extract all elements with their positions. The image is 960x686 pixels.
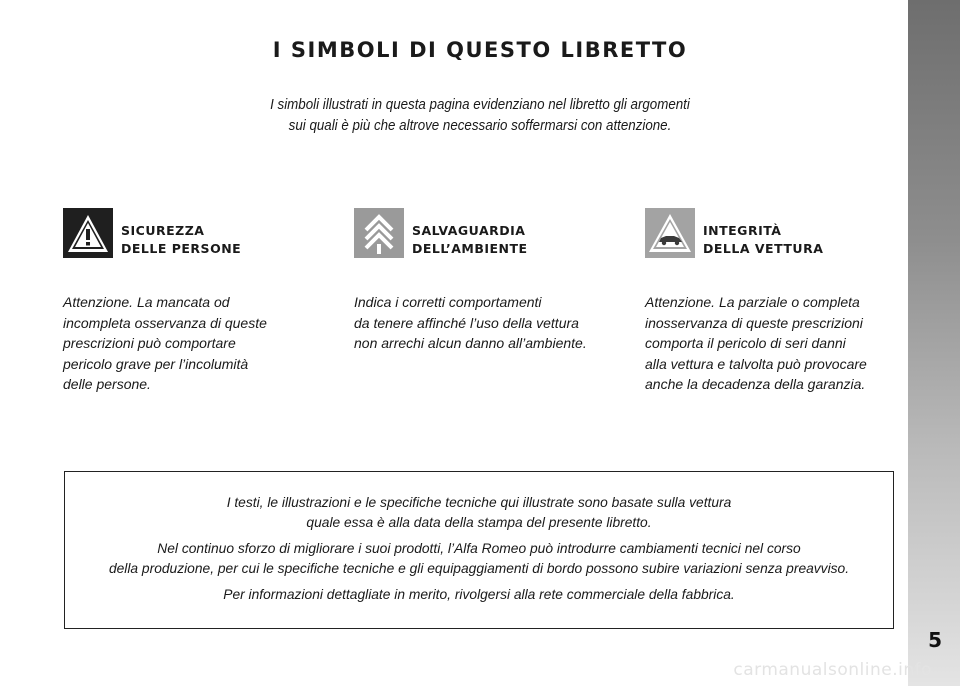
note-line: quale essa è alla data della stampa del presente libretto. bbox=[306, 515, 652, 530]
symbol-description: Attenzione. La mancata od incompleta osservanza di queste prescrizioni può comportare pericolo grave per l’incolumità delle persone. bbox=[63, 294, 267, 392]
warning-triangle-icon bbox=[63, 208, 113, 258]
disclaimer-box bbox=[64, 471, 894, 629]
environment-arrows-icon bbox=[354, 208, 404, 258]
page-title: I SIMBOLI DI QUESTO LIBRETTO bbox=[272, 38, 688, 62]
symbol-heading: INTEGRITÀ DELLA VETTURA bbox=[703, 223, 824, 256]
note-line: della produzione, per cui le specifiche tecniche e gli equipaggiamenti di bordo possono subire variazioni senza preavviso. bbox=[108, 561, 850, 576]
note-line: I testi, le illustrazioni e le specifiche tecniche qui illustrate sono basate sulla vettura bbox=[226, 495, 732, 510]
car-warning-icon bbox=[645, 208, 695, 258]
intro-text bbox=[38, 95, 921, 137]
watermark: carmanualsonline.info bbox=[733, 660, 932, 680]
intro-line: sui quali è più che altrove necessario soffermarsi con attenzione. bbox=[288, 118, 672, 134]
note-line: Per informazioni dettagliate in merito, rivolgersi alla rete commerciale della fabbrica. bbox=[223, 587, 735, 602]
note-line: Nel continuo sforzo di migliorare i suoi prodotti, l’Alfa Romeo può introdurre cambiamenti tecnici nel corso bbox=[157, 541, 801, 556]
symbol-heading: SICUREZZA DELLE PERSONE bbox=[121, 223, 242, 256]
intro-line: I simboli illustrati in questa pagina evidenziano nel libretto gli argomenti bbox=[270, 97, 690, 113]
symbol-description: Indica i corretti comportamenti da tenere affinché l’uso della vettura non arrechi alcun danno all’ambiente. bbox=[354, 294, 587, 351]
symbol-description: Attenzione. La parziale o completa inosservanza di queste prescrizioni comporta il pericolo di seri danni alla vettura e talvolta può provocare anche la decadenza della garanzia. bbox=[645, 294, 867, 392]
page-number: 5 bbox=[928, 628, 942, 652]
symbol-heading: SALVAGUARDIA DELL’AMBIENTE bbox=[412, 223, 528, 256]
